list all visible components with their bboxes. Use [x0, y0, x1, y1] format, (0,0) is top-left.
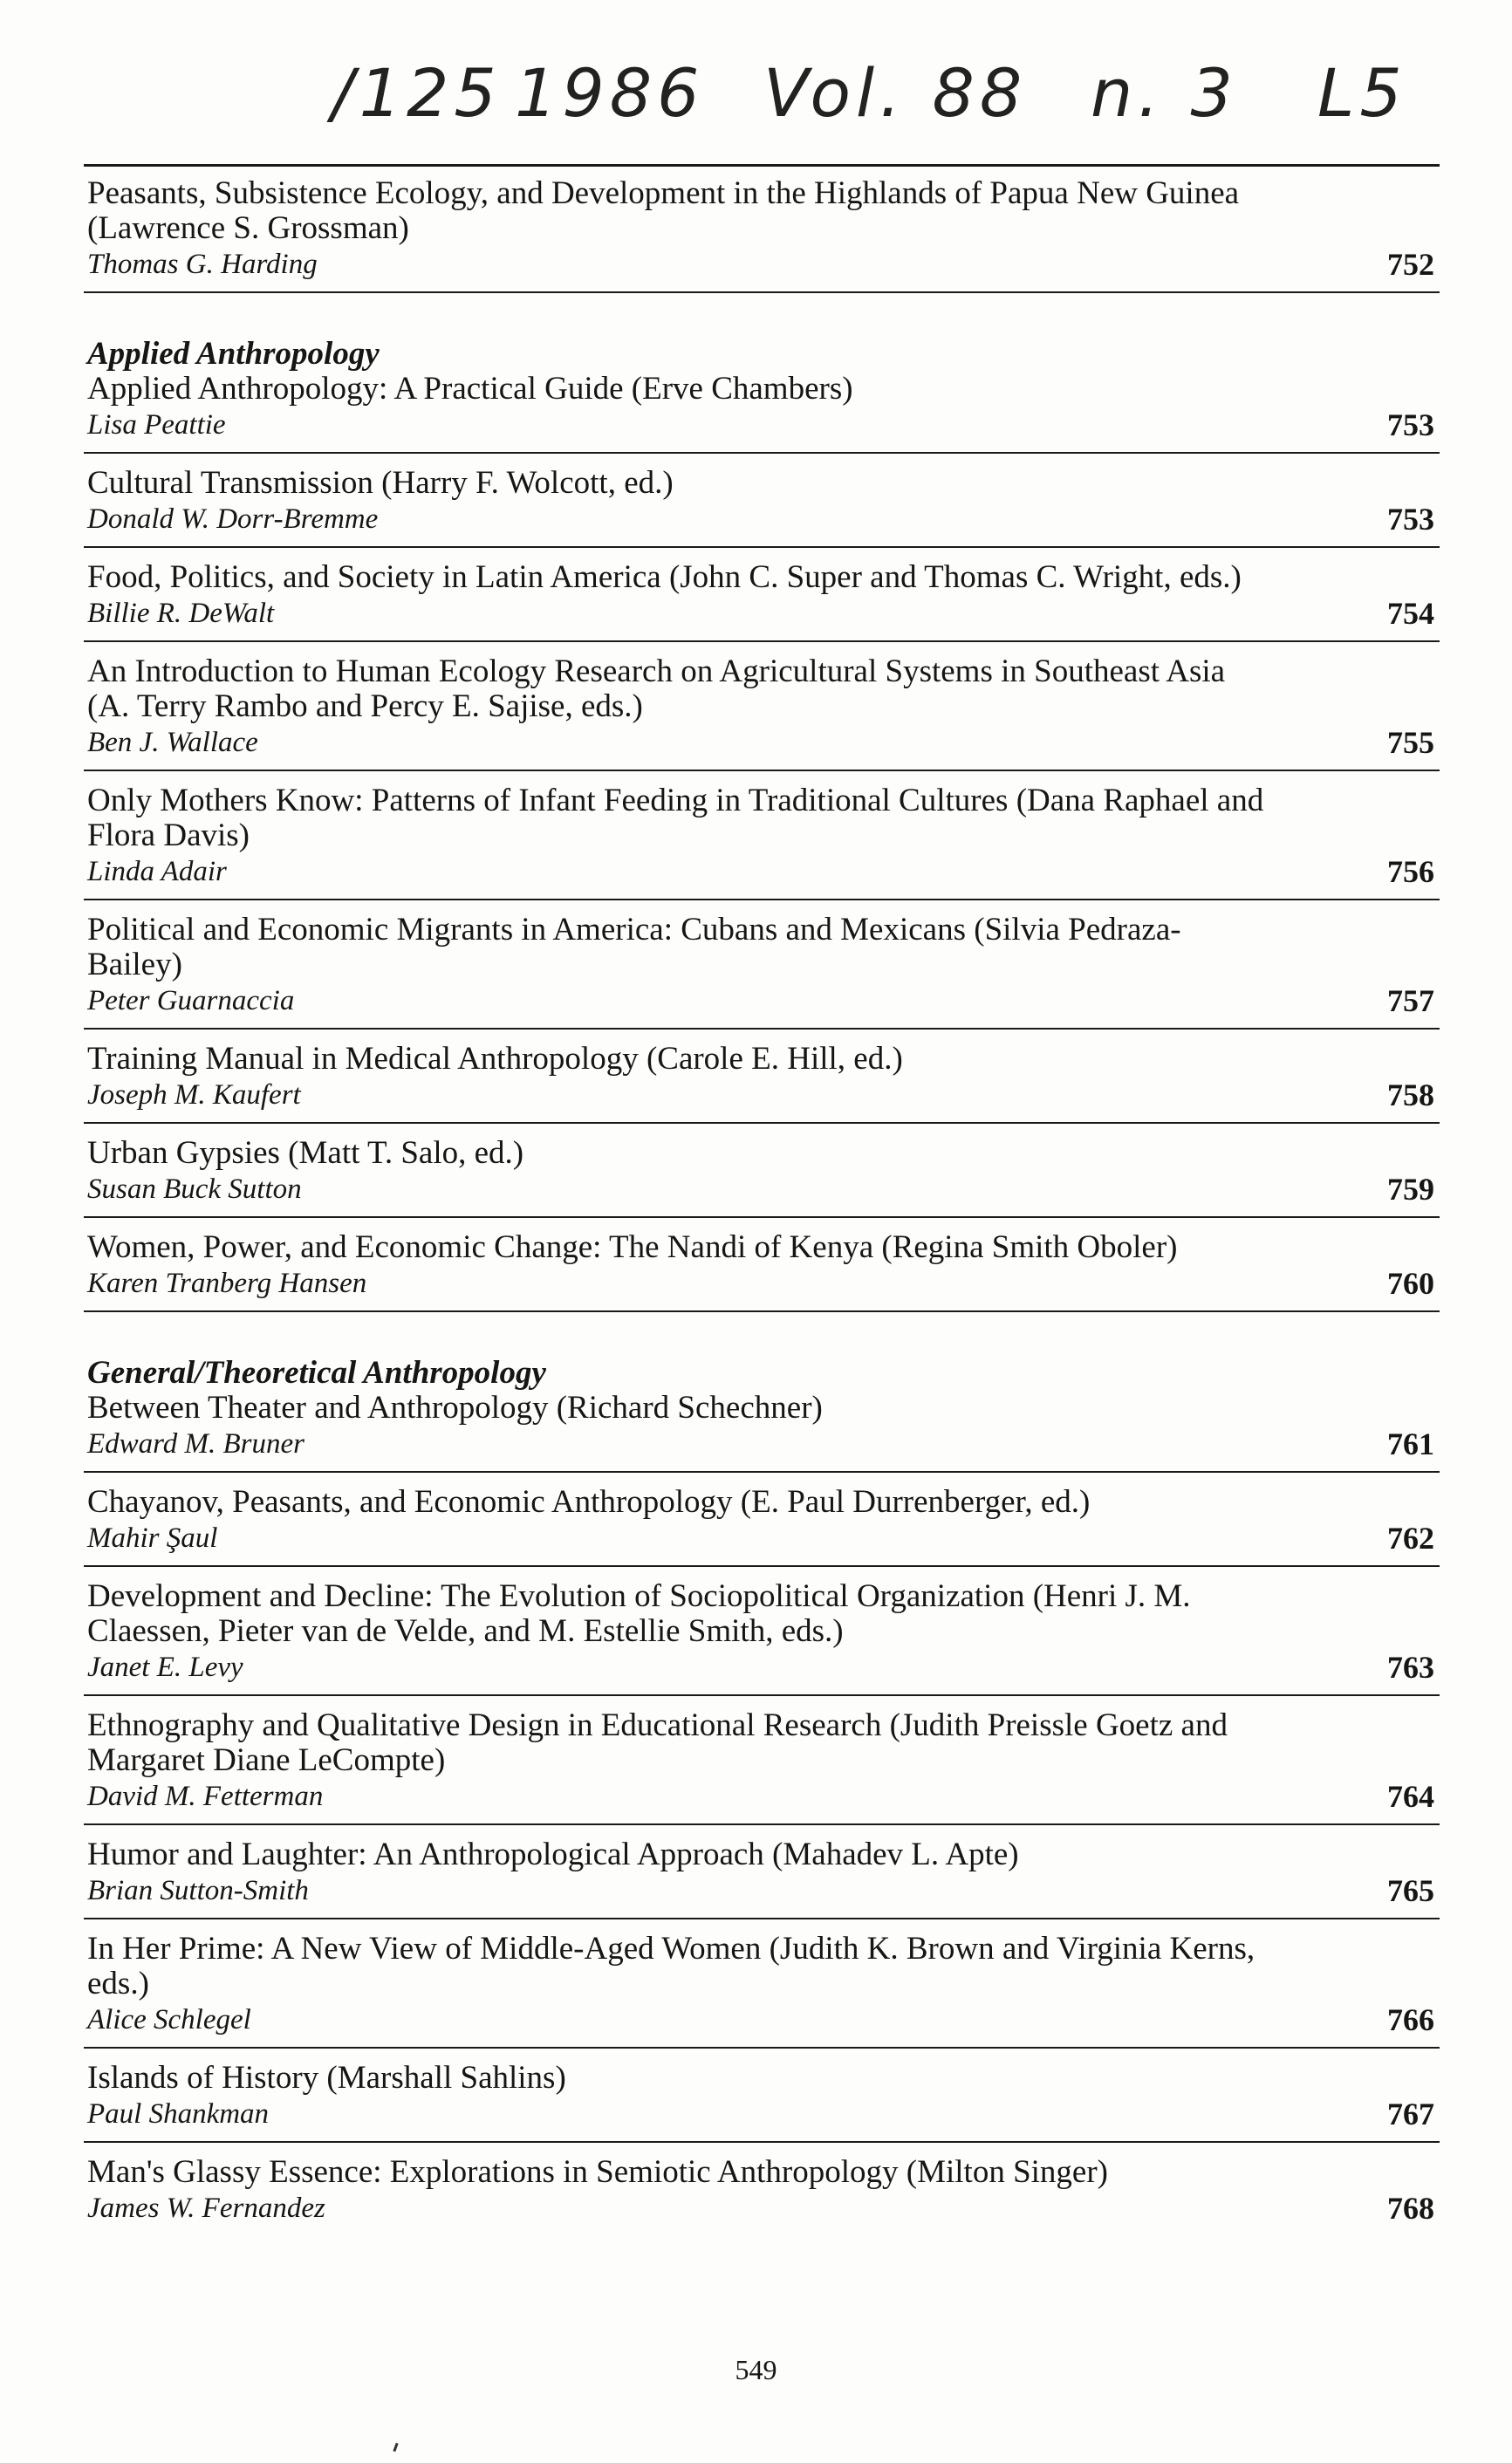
page-number: 754	[1387, 596, 1434, 631]
list-item	[84, 1131, 1440, 1218]
book-title: Peasants, Subsistence Ecology, and Development in the Highlands of Papua New Guinea (Lawrence S. Grossman)	[87, 175, 1240, 246]
book-title: Man's Glassy Essence: Explorations in Semiotic Anthropology (Milton Singer)	[87, 2154, 1108, 2190]
reviewer-name: Mahir Şaul	[87, 1522, 218, 1554]
list-item	[84, 2150, 1440, 2235]
reviewer-name: Lisa Peattie	[87, 409, 226, 441]
reviewer-name: Ben J. Wallace	[87, 727, 258, 758]
page-number: 758	[1387, 1078, 1434, 1112]
list-item	[84, 649, 1440, 771]
handwritten-part: /125	[332, 54, 502, 132]
contents-list	[84, 171, 1440, 2242]
list-item	[84, 171, 1440, 293]
book-title: Between Theater and Anthropology (Richard Schechner)	[87, 1390, 823, 1426]
handwritten-part: n. 3	[1091, 54, 1238, 132]
reviewer-name: Susan Buck Sutton	[87, 1173, 302, 1205]
book-title: Islands of History (Marshall Sahlins)	[87, 2060, 566, 2096]
page-number: 762	[1387, 1521, 1434, 1556]
reviewer-name: David M. Fetterman	[87, 1781, 324, 1812]
page-number: 766	[1387, 2002, 1434, 2037]
list-item	[84, 555, 1440, 642]
reviewer-name: Linda Adair	[87, 856, 227, 887]
section-heading: General/Theoretical Anthropology	[87, 1355, 546, 1391]
reviewer-name: Billie R. DeWalt	[87, 598, 275, 629]
book-title: In Her Prime: A New View of Middle-Aged Women (Judith K. Brown and Virginia Kerns, eds.)	[87, 1931, 1255, 2001]
reviewer-name: James W. Fernandez	[87, 2193, 325, 2224]
handwritten-part: L5	[1317, 54, 1407, 132]
list-item	[84, 372, 1440, 452]
book-title: Development and Decline: The Evolution of Sociopolitical Organization (Henri J. M. Claessen, Pieter van de Velde, and M. Estellie Smith, eds.)	[87, 1578, 1191, 1649]
reviewer-name: Joseph M. Kaufert	[87, 1079, 301, 1111]
book-title: Cultural Transmission (Harry F. Wolcott, ed.)	[87, 465, 674, 501]
page-number: 759	[1387, 1172, 1434, 1207]
page-number: 752	[1387, 247, 1434, 282]
book-title: An Introduction to Human Ecology Research on Agricultural Systems in Southeast Asia (A. Terry Rambo and Percy E. Sajise, eds.)	[87, 653, 1226, 724]
section-applied-anthropology	[84, 323, 1440, 454]
reviewer-name: Janet E. Levy	[87, 1652, 243, 1683]
reviewer-name: Edward M. Bruner	[87, 1428, 305, 1460]
list-item	[84, 1037, 1440, 1124]
handwritten-part: 1986	[515, 54, 705, 132]
page-number: 767	[1387, 2097, 1434, 2131]
book-title: Urban Gypsies (Matt T. Salo, ed.)	[87, 1135, 524, 1171]
book-title: Chayanov, Peasants, and Economic Anthropology (E. Paul Durrenberger, ed.)	[87, 1484, 1091, 1520]
page-number: 765	[1387, 1873, 1434, 1908]
book-title: Humor and Laughter: An Anthropological Approach (Mahadev L. Apte)	[87, 1837, 1019, 1872]
list-item	[84, 2056, 1440, 2143]
handwritten-annotation	[332, 54, 1422, 150]
page-number: 760	[1387, 1266, 1434, 1301]
page-number: 757	[1387, 983, 1434, 1018]
book-title: Only Mothers Know: Patterns of Infant Feeding in Traditional Cultures (Dana Raphael and Flora Davis)	[87, 783, 1264, 853]
reviewer-name: Peter Guarnaccia	[87, 985, 295, 1016]
list-item	[84, 778, 1440, 900]
book-title: Applied Anthropology: A Practical Guide (Erve Chambers)	[87, 371, 853, 407]
page-number: 763	[1387, 1650, 1434, 1685]
book-title: Political and Economic Migrants in America: Cubans and Mexicans (Silvia Pedraza-Bailey)	[87, 912, 1181, 982]
list-item	[84, 1480, 1440, 1567]
scan-speck	[393, 2443, 398, 2452]
list-item	[84, 1703, 1440, 1825]
book-title: Ethnography and Qualitative Design in Educational Research (Judith Preissle Goetz and Margaret Diane LeCompte)	[87, 1707, 1228, 1778]
reviewer-name: Karen Tranberg Hansen	[87, 1268, 367, 1299]
book-title: Food, Politics, and Society in Latin America (John C. Super and Thomas C. Wright, eds.)	[87, 559, 1242, 595]
page-number: 764	[1387, 1779, 1434, 1814]
page-number: 753	[1387, 407, 1434, 442]
list-item	[84, 1926, 1440, 2049]
reviewer-name: Paul Shankman	[87, 2098, 270, 2130]
page-number: 761	[1387, 1426, 1434, 1461]
book-title: Training Manual in Medical Anthropology (Carole E. Hill, ed.)	[87, 1041, 903, 1077]
reviewer-name: Alice Schlegel	[87, 2004, 251, 2035]
page-number: 755	[1387, 725, 1434, 760]
list-item	[84, 461, 1440, 548]
footer-page-number: 549	[735, 2354, 777, 2385]
list-item	[84, 1832, 1440, 1919]
list-item	[84, 1391, 1440, 1471]
page-number: 768	[1387, 2191, 1434, 2226]
reviewer-name: Donald W. Dorr-Bremme	[87, 503, 379, 535]
top-rule	[84, 164, 1440, 167]
handwritten-part: Vol. 88	[763, 54, 1028, 132]
list-item	[84, 1225, 1440, 1312]
page-number: 756	[1387, 854, 1434, 889]
section-general-theoretical-anthropology	[84, 1342, 1440, 1473]
book-title: Women, Power, and Economic Change: The Nandi of Kenya (Regina Smith Oboler)	[87, 1229, 1178, 1265]
reviewer-name: Thomas G. Harding	[87, 249, 318, 280]
list-item	[84, 1574, 1440, 1696]
reviewer-name: Brian Sutton-Smith	[87, 1875, 309, 1906]
page-number: 753	[1387, 502, 1434, 537]
list-item	[84, 907, 1440, 1030]
section-heading: Applied Anthropology	[87, 336, 380, 372]
